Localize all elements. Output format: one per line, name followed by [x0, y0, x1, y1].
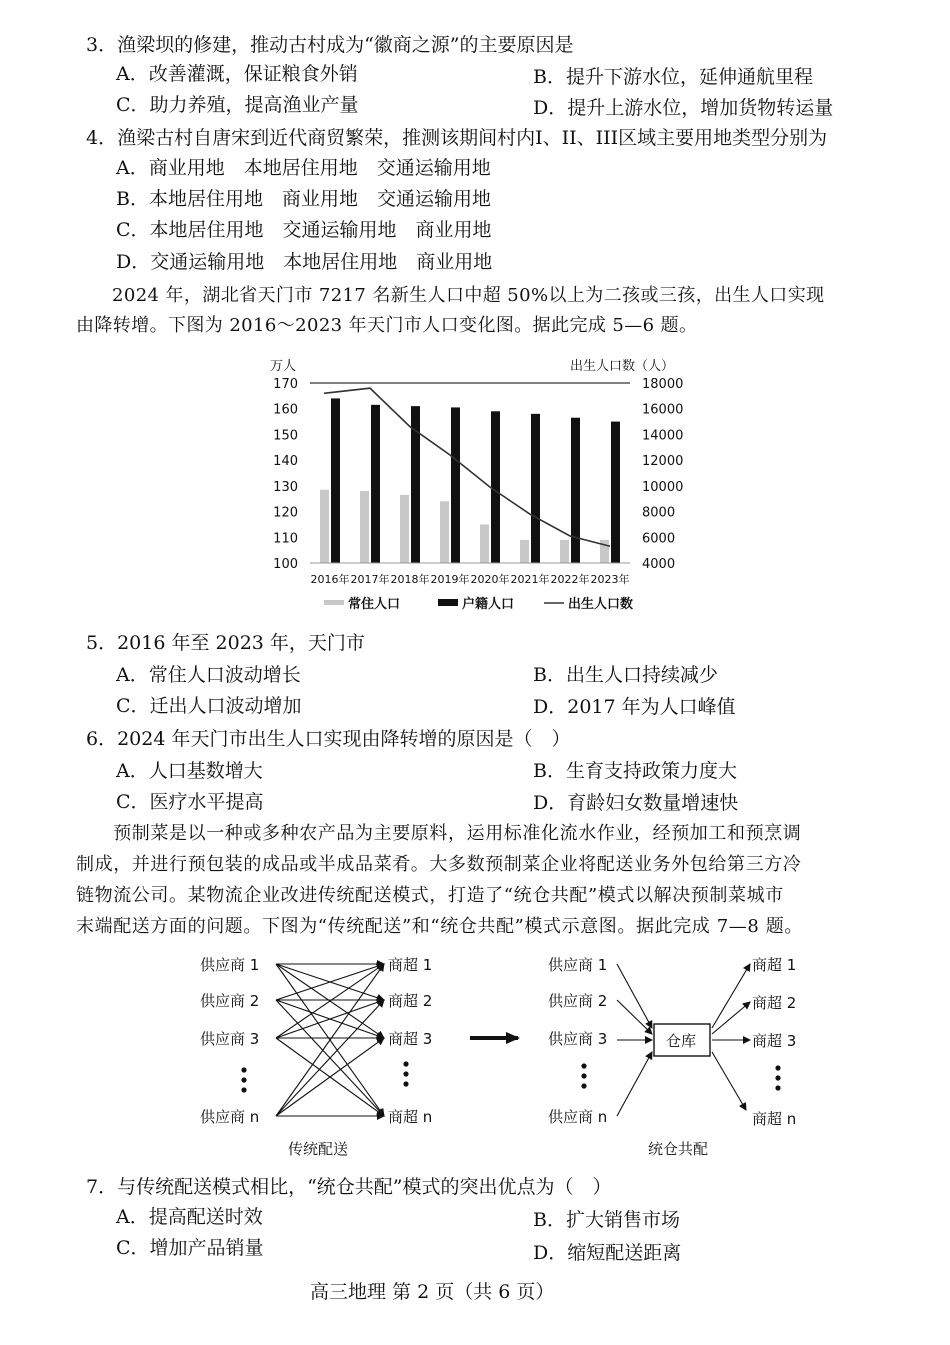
q6-stem: 6．2024 年天门市出生人口实现由降转增的原因是（ ） — [86, 728, 571, 750]
q4-option-a: A．商业用地 本地居住用地 交通运输用地 — [116, 157, 491, 179]
q3-option-d: D．提升上游水位，增加货物转运量 — [533, 97, 834, 119]
x-tick-label: 2019年 — [430, 573, 470, 586]
y-left-tick-label: 120 — [273, 505, 298, 521]
caption-unified: 统仓共配 — [648, 1140, 709, 1158]
cross-arrows — [276, 964, 384, 1116]
y-left-tick-label: 150 — [273, 428, 298, 444]
ellipsis-dot — [403, 1071, 408, 1076]
population-chart — [258, 350, 688, 620]
supplier-label: 供应商 2 — [548, 992, 608, 1010]
bar-resident-population — [480, 524, 489, 563]
y-left-tick-label: 100 — [273, 557, 298, 572]
supermarket-label: 商超 n — [388, 1108, 433, 1126]
y-right-tick-label: 10000 — [642, 479, 684, 495]
x-tick-label: 2016年 — [310, 573, 350, 586]
intro78-line: 预制菜是以一种或多种农产品为主要原料，运用标准化流水作业，经预加工和预烹调 — [76, 823, 802, 844]
bar-registered-population — [371, 405, 380, 563]
supplier-label: 供应商 3 — [200, 1030, 260, 1048]
bar-registered-population — [611, 422, 620, 563]
bar-registered-population — [531, 414, 540, 563]
y-left-tick-label: 160 — [273, 402, 298, 418]
y-right-tick-label: 6000 — [642, 531, 676, 547]
bar-resident-population — [440, 501, 449, 563]
supplier-label: 供应商 1 — [200, 956, 260, 974]
q5-option-c: C．迁出人口波动增加 — [116, 695, 302, 717]
x-tick-label: 2023年 — [590, 573, 630, 586]
q5-option-a: A．常住人口波动增长 — [116, 664, 301, 686]
x-tick-label: 2018年 — [390, 573, 430, 586]
q6-option-c: C．医疗水平提高 — [116, 791, 264, 813]
supermarket-label: 商超 2 — [752, 994, 797, 1012]
supermarket-label: 商超 3 — [388, 1030, 433, 1048]
legend-swatch-resident — [324, 600, 344, 605]
y-left-axis-title: 万人 — [270, 359, 297, 374]
x-tick-label: 2021年 — [510, 573, 550, 586]
y-left-tick-label: 130 — [273, 479, 298, 495]
bar-resident-population — [520, 540, 529, 563]
supermarket-label: 商超 2 — [388, 992, 433, 1010]
ellipsis-dot — [241, 1087, 246, 1092]
ellipsis-dot — [403, 1061, 408, 1066]
bar-registered-population — [451, 407, 460, 563]
intro56-line2: 由降转增。下图为 2016～2023 年天门市人口变化图。据此完成 5—6 题。 — [76, 315, 698, 336]
ellipsis-dot — [775, 1065, 780, 1070]
supplier-label: 供应商 1 — [548, 956, 608, 974]
ellipsis-dot — [403, 1081, 408, 1086]
y-right-tick-label: 14000 — [642, 428, 684, 444]
q3-option-c: C．助力养殖，提高渔业产量 — [116, 94, 359, 116]
q3-option-b: B．提升下游水位，延伸通航里程 — [533, 66, 813, 88]
supplier-label: 供应商 n — [548, 1108, 608, 1126]
bar-resident-population — [360, 491, 369, 563]
ellipsis-dot — [581, 1063, 586, 1068]
q4-option-d: D．交通运输用地 本地居住用地 商业用地 — [116, 251, 493, 273]
intro56-line1: 2024 年，湖北省天门市 7217 名新生人口中超 50%以上为二孩或三孩，出生人口实现 — [112, 285, 825, 306]
y-right-tick-label: 18000 — [642, 377, 684, 392]
y-right-tick-label: 8000 — [642, 505, 676, 521]
q5-option-b: B．出生人口持续减少 — [533, 664, 718, 686]
intro78-paragraph — [76, 818, 886, 942]
q4-option-c: C．本地居住用地 交通运输用地 商业用地 — [116, 219, 492, 241]
q5-option-d: D．2017 年为人口峰值 — [533, 696, 736, 718]
supermarket-label: 商超 1 — [388, 956, 433, 974]
unified-distribution — [548, 956, 796, 1158]
y-left-tick-label: 170 — [273, 377, 298, 392]
supplier-label: 供应商 n — [200, 1108, 260, 1126]
ellipsis-dot — [241, 1077, 246, 1082]
q4-stem: 4．渔梁古村自唐宋到近代商贸繁荣，推测该期间村内I、II、III区域主要用地类型分别为 — [86, 127, 828, 149]
ellipsis-dot — [241, 1067, 246, 1072]
ellipsis-dot — [775, 1075, 780, 1080]
bar-resident-population — [400, 495, 409, 563]
y-right-axis-title: 出生人口数（人） — [570, 359, 675, 374]
q5-stem: 5．2016 年至 2023 年，天门市 — [86, 632, 365, 654]
q4-option-b: B．本地居住用地 商业用地 交通运输用地 — [116, 188, 491, 210]
supermarket-label: 商超 n — [752, 1110, 797, 1128]
intro78-line: 末端配送方面的问题。下图为“传统配送”和“统仓共配”模式示意图。据此完成 7—8 题。 — [76, 916, 803, 937]
x-tick-label: 2022年 — [550, 573, 590, 586]
bar-registered-population — [331, 398, 340, 563]
y-right-tick-label: 16000 — [642, 402, 684, 418]
q7-option-d: D．缩短配送距离 — [533, 1242, 682, 1264]
supermarket-label: 商超 1 — [752, 956, 797, 974]
distribution-diagram — [180, 948, 820, 1163]
bar-resident-population — [560, 540, 569, 563]
q6-option-b: B．生育支持政策力度大 — [533, 760, 737, 782]
bar-resident-population — [320, 490, 329, 563]
intro78-line: 链物流公司。某物流企业改进传统配送模式，打造了“统仓共配”模式以解决预制菜城市 — [76, 885, 784, 906]
warehouse-label: 仓库 — [666, 1032, 697, 1050]
y-right-tick-label: 12000 — [642, 454, 684, 470]
x-tick-label: 2017年 — [350, 573, 390, 586]
ellipsis-dot — [581, 1073, 586, 1078]
q6-option-a: A．人口基数增大 — [116, 760, 263, 782]
intro78-line: 制成，并进行预包装的成品或半成品菜肴。大多数预制菜企业将配送业务外包给第三方冷 — [76, 854, 802, 875]
x-tick-label: 2020年 — [470, 573, 510, 586]
y-left-tick-label: 140 — [273, 454, 298, 470]
legend-swatch-registered — [438, 599, 458, 606]
q3-option-a: A．改善灌溉，保证粮食外销 — [116, 63, 358, 85]
page-footer: 高三地理 第 2 页（共 6 页） — [310, 1281, 555, 1303]
traditional-distribution — [200, 956, 432, 1158]
q7-option-b: B．扩大销售市场 — [533, 1209, 680, 1231]
ellipsis-dot — [775, 1085, 780, 1090]
supermarket-label: 商超 3 — [752, 1032, 797, 1050]
supplier-label: 供应商 3 — [548, 1030, 608, 1048]
q7-stem: 7．与传统配送模式相比，“统仓共配”模式的突出优点为（ ） — [86, 1176, 612, 1198]
bar-registered-population — [571, 418, 580, 563]
supplier-label: 供应商 2 — [200, 992, 260, 1010]
bar-registered-population — [491, 411, 500, 563]
q6-option-d: D．育龄妇女数量增速快 — [533, 792, 739, 814]
legend-label: 户籍人口 — [462, 597, 515, 612]
caption-traditional: 传统配送 — [288, 1140, 349, 1158]
y-right-tick-label: 4000 — [642, 557, 676, 572]
q3-stem: 3．渔梁坝的修建，推动古村成为“徽商之源”的主要原因是 — [86, 34, 574, 56]
q7-option-c: C．增加产品销量 — [116, 1237, 264, 1259]
legend-label: 常住人口 — [348, 597, 401, 612]
q7-option-a: A．提高配送时效 — [116, 1206, 263, 1228]
ellipsis-dot — [581, 1083, 586, 1088]
y-left-tick-label: 110 — [273, 531, 298, 547]
legend-label: 出生人口数 — [568, 597, 634, 612]
